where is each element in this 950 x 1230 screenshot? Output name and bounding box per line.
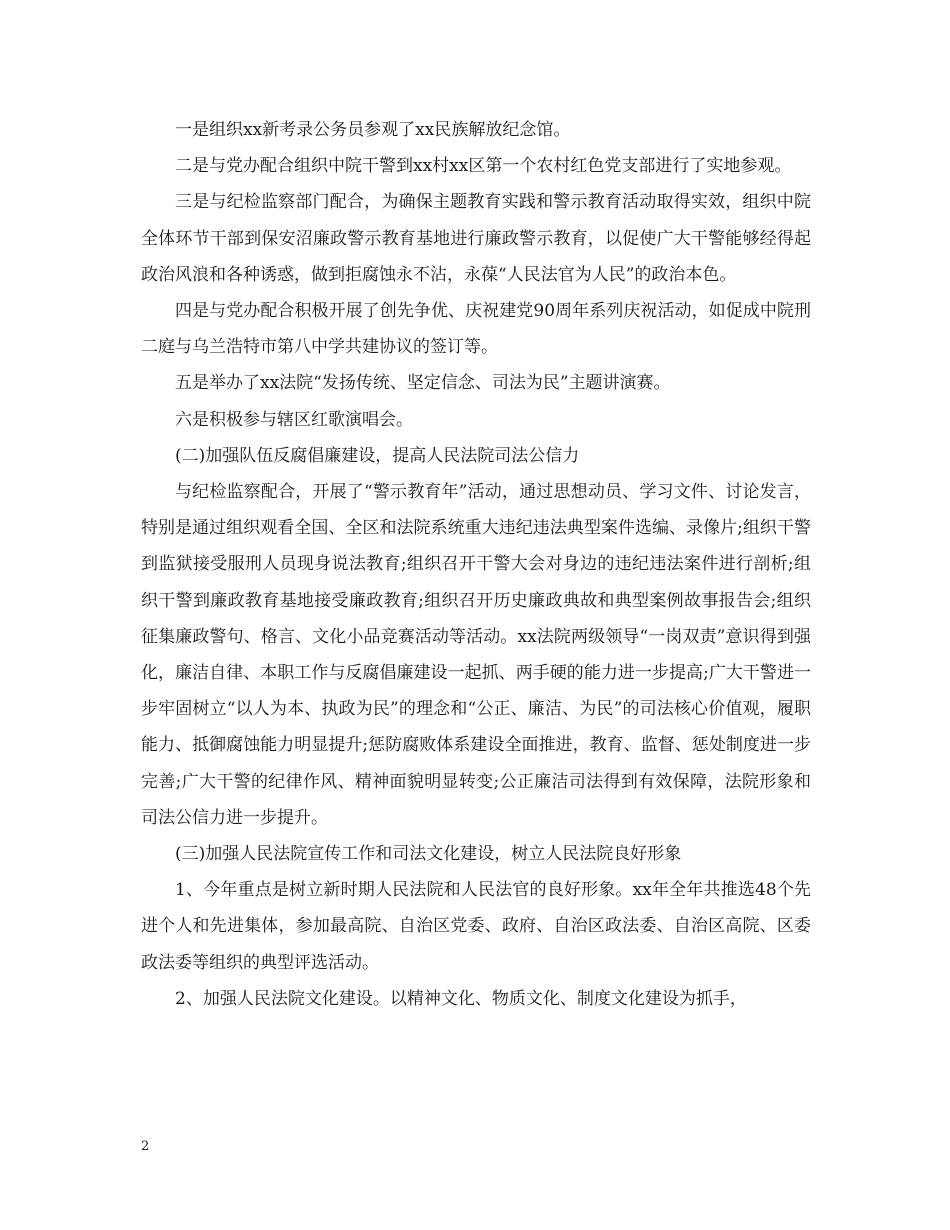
paragraph-item-2: 二是与党办配合组织中院干警到xx村xx区第一个农村红色党支部进行了实地参观。 (175, 156, 792, 177)
paragraph-item-9: 2、加强人民法院文化建设。以精神文化、物质文化、制度文化建设为抓手， (175, 988, 747, 1009)
paragraph-item-3: 三是与纪检监察部门配合，为确保主题教育实践和警示教育活动取得实效，组织中院全体环节干部到保安沼廉政警示教育基地进行廉政警示教育，以促使广大干警能够经得起政治风浪和各种诱惑，做到拒腐蚀永不沾，永葆“人民法官为人民”的政治本色。 (141, 192, 811, 285)
paragraph-item-8: 1、今年重点是树立新时期人民法院和人民法官的良好形象。xx年全年共推选48个先进个人和先进集体，参加最高院、自治区党委、政府、自治区政法委、自治区高院、区委政法委等组织的典型评选活动。 (141, 880, 811, 973)
paragraph-item-4: 四是与党办配合积极开展了创先争优、庆祝建党90周年系列庆祝活动，如促成中院刑二庭与乌兰浩特市第八中学共建协议的签订等。 (141, 301, 811, 358)
page-number: 2 (141, 1139, 150, 1154)
paragraph-item-7: 与纪检监察配合，开展了“警示教育年”活动，通过思想动员、学习文件、讨论发言，特别是通过组织观看全国、全区和法院系统重大违纪违法典型案件选编、录像片;组织干警到监狱接受服刑人员现身说法教育;组织召开干警大会对身边的违纪违法案件进行剖析;组织干警到廉政教育基地接受廉政教育;组织召开历史廉政典故和典型案例故事报告会;组织征集廉政警句、格言、文化小品竞赛活动等活动。xx法院两级领导“一岗双责”意识得到强化，廉洁自律、本职工作与反腐倡廉建设一起抓、两手硬的能力进一步提高;广大干警进一步牢固树立“以人为本、执政为民”的理念和“公正、廉洁、为民”的司法核心价值观，履职能力、抵御腐蚀能力明显提升;惩防腐败体系建设全面推进，教育、监督、惩处制度进一步完善;广大干警的纪律作风、精神面貌明显转变;公正廉洁司法得到有效保障，法院形象和司法公信力进一步提升。 (141, 482, 811, 828)
document-body (141, 112, 811, 1017)
section-heading-2: (二)加强队伍反腐倡廉建设，提高人民法院司法公信力 (175, 445, 580, 466)
paragraph-item-5: 五是举办了xx法院“发扬传统、坚定信念、司法为民”主题讲演赛。 (175, 373, 671, 394)
paragraph-item-6: 六是积极参与辖区红歌演唱会。 (175, 409, 413, 430)
paragraph-item-1: 一是组织xx新考录公务员参观了xx民族解放纪念馆。 (175, 120, 571, 140)
section-heading-3: (三)加强人民法院宣传工作和司法文化建设，树立人民法院良好形象 (175, 844, 682, 865)
